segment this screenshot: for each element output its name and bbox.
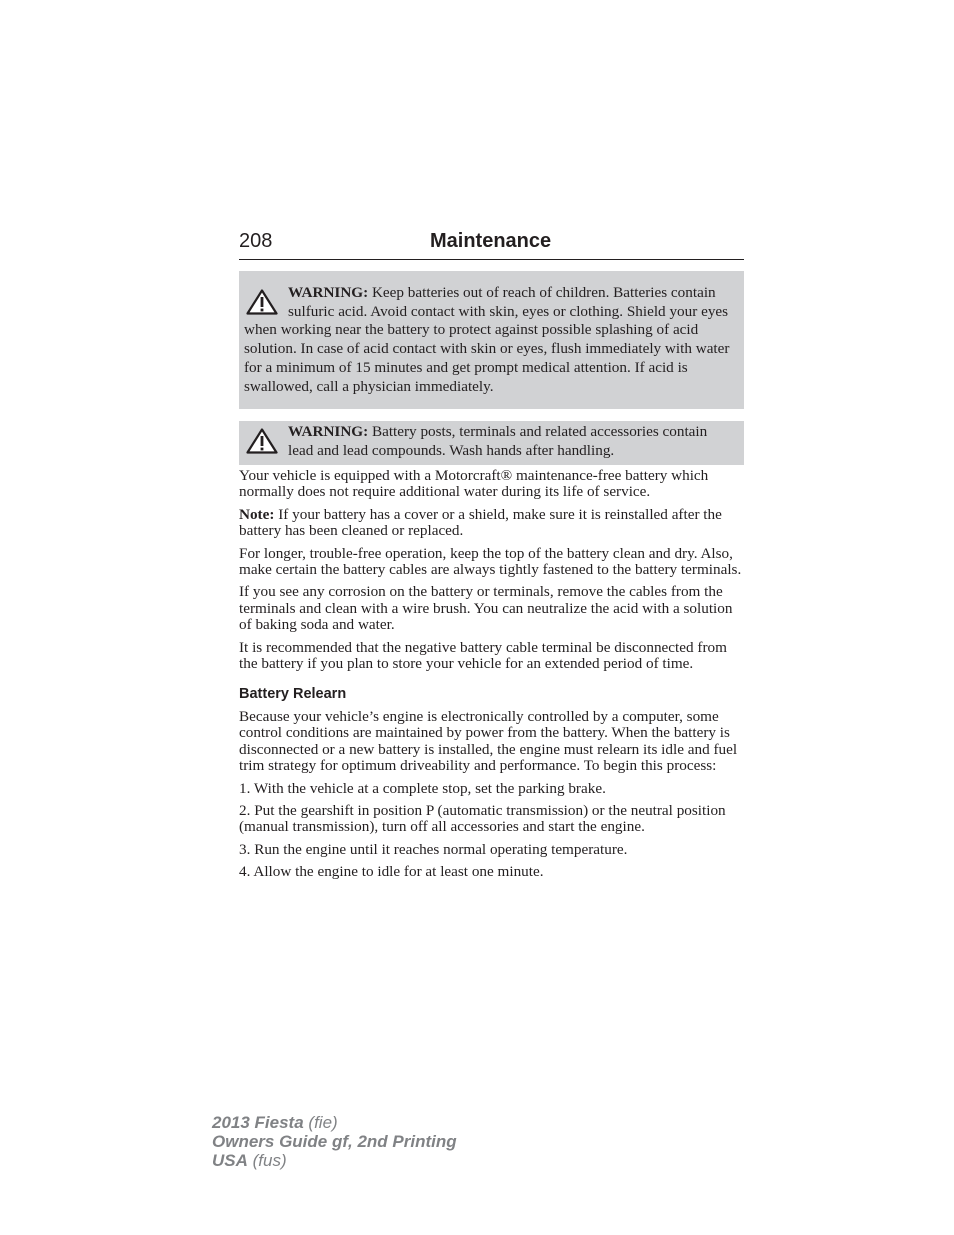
footer-model: 2013 Fiesta [212,1113,304,1132]
footer-line-2 [212,1132,457,1151]
footer-line-1 [212,1113,457,1132]
page-footer [212,1113,457,1170]
page-number: 208 [239,230,273,252]
paragraph: It is recommended that the negative battery cable terminal be disconnected from the battery if you plan to store your vehicle for an extended period of time. [239,638,727,673]
paragraph: Because your vehicle’s engine is electronically controlled by a computer, some control conditions are maintained by power from the battery. When the battery is disconnected or a new battery is installed, the engine must relearn its idle and fuel trim strategy for optimum driveability and performance. To begin this process: [239,707,738,775]
step-item: 4. Allow the engine to idle for at least one minute. [239,863,544,881]
note-text: If your battery has a cover or a shield, make sure it is reinstalled after the battery has been cleaned or replaced. [239,505,722,540]
step-item: 2. Put the gearshift in position P (automatic transmission) or the neutral position (manual transmission), turn off all accessories and start the engine. [239,801,726,836]
note-label: Note: [239,505,275,523]
warning-box-lead [239,421,744,465]
footer-line-3 [212,1151,457,1170]
warning-text: Battery posts, terminals and related accessories contain lead and lead compounds. Wash hands after handling. [288,423,708,459]
subheading-battery-relearn: Battery Relearn [239,686,347,703]
paragraph: If you see any corrosion on the battery or terminals, remove the cables from the terminals and clean with a wire brush. You can neutralize the acid with a solution of baking soda and water. [239,583,733,634]
warning-triangle-icon [246,428,278,454]
step-item: 1. With the vehicle at a complete stop, set the parking brake. [239,779,606,797]
warning-triangle-icon [246,289,278,315]
page-header [239,229,744,260]
warning-label: WARNING: [288,423,369,440]
warning-label: WARNING: [288,284,369,301]
warning-box-acid [239,271,744,409]
paragraph: For longer, trouble-free operation, keep the top of the battery clean and dry. Also, make certain the battery cables are always tightly fastened to the battery terminals. [239,544,742,579]
paragraph: Your vehicle is equipped with a Motorcraft® maintenance-free battery which normally does not require additional water during its life of service. [239,467,709,501]
footer-guide: Owners Guide gf, 2nd Printing [212,1132,457,1151]
footer-market-code: (fus) [247,1151,287,1170]
footer-model-code: (fie) [303,1113,338,1132]
step-item: 3. Run the engine until it reaches normal operating temperature. [239,840,628,858]
body-text [239,468,744,887]
note-paragraph [239,507,744,540]
footer-market: USA [212,1151,248,1170]
warning-text: Keep batteries out of reach of children. Batteries contain sulfuric acid. Avoid contact with skin, eyes or clothing. Shield your eyes when working near the battery to protect against possible splashing of acid solution. In case of acid contact with skin or eyes, flush immediately with water for a minimum of 15 minutes and get prompt medical attention. If acid is swallowed, call a physician immediately. [244,284,730,395]
section-title: Maintenance [430,230,552,252]
